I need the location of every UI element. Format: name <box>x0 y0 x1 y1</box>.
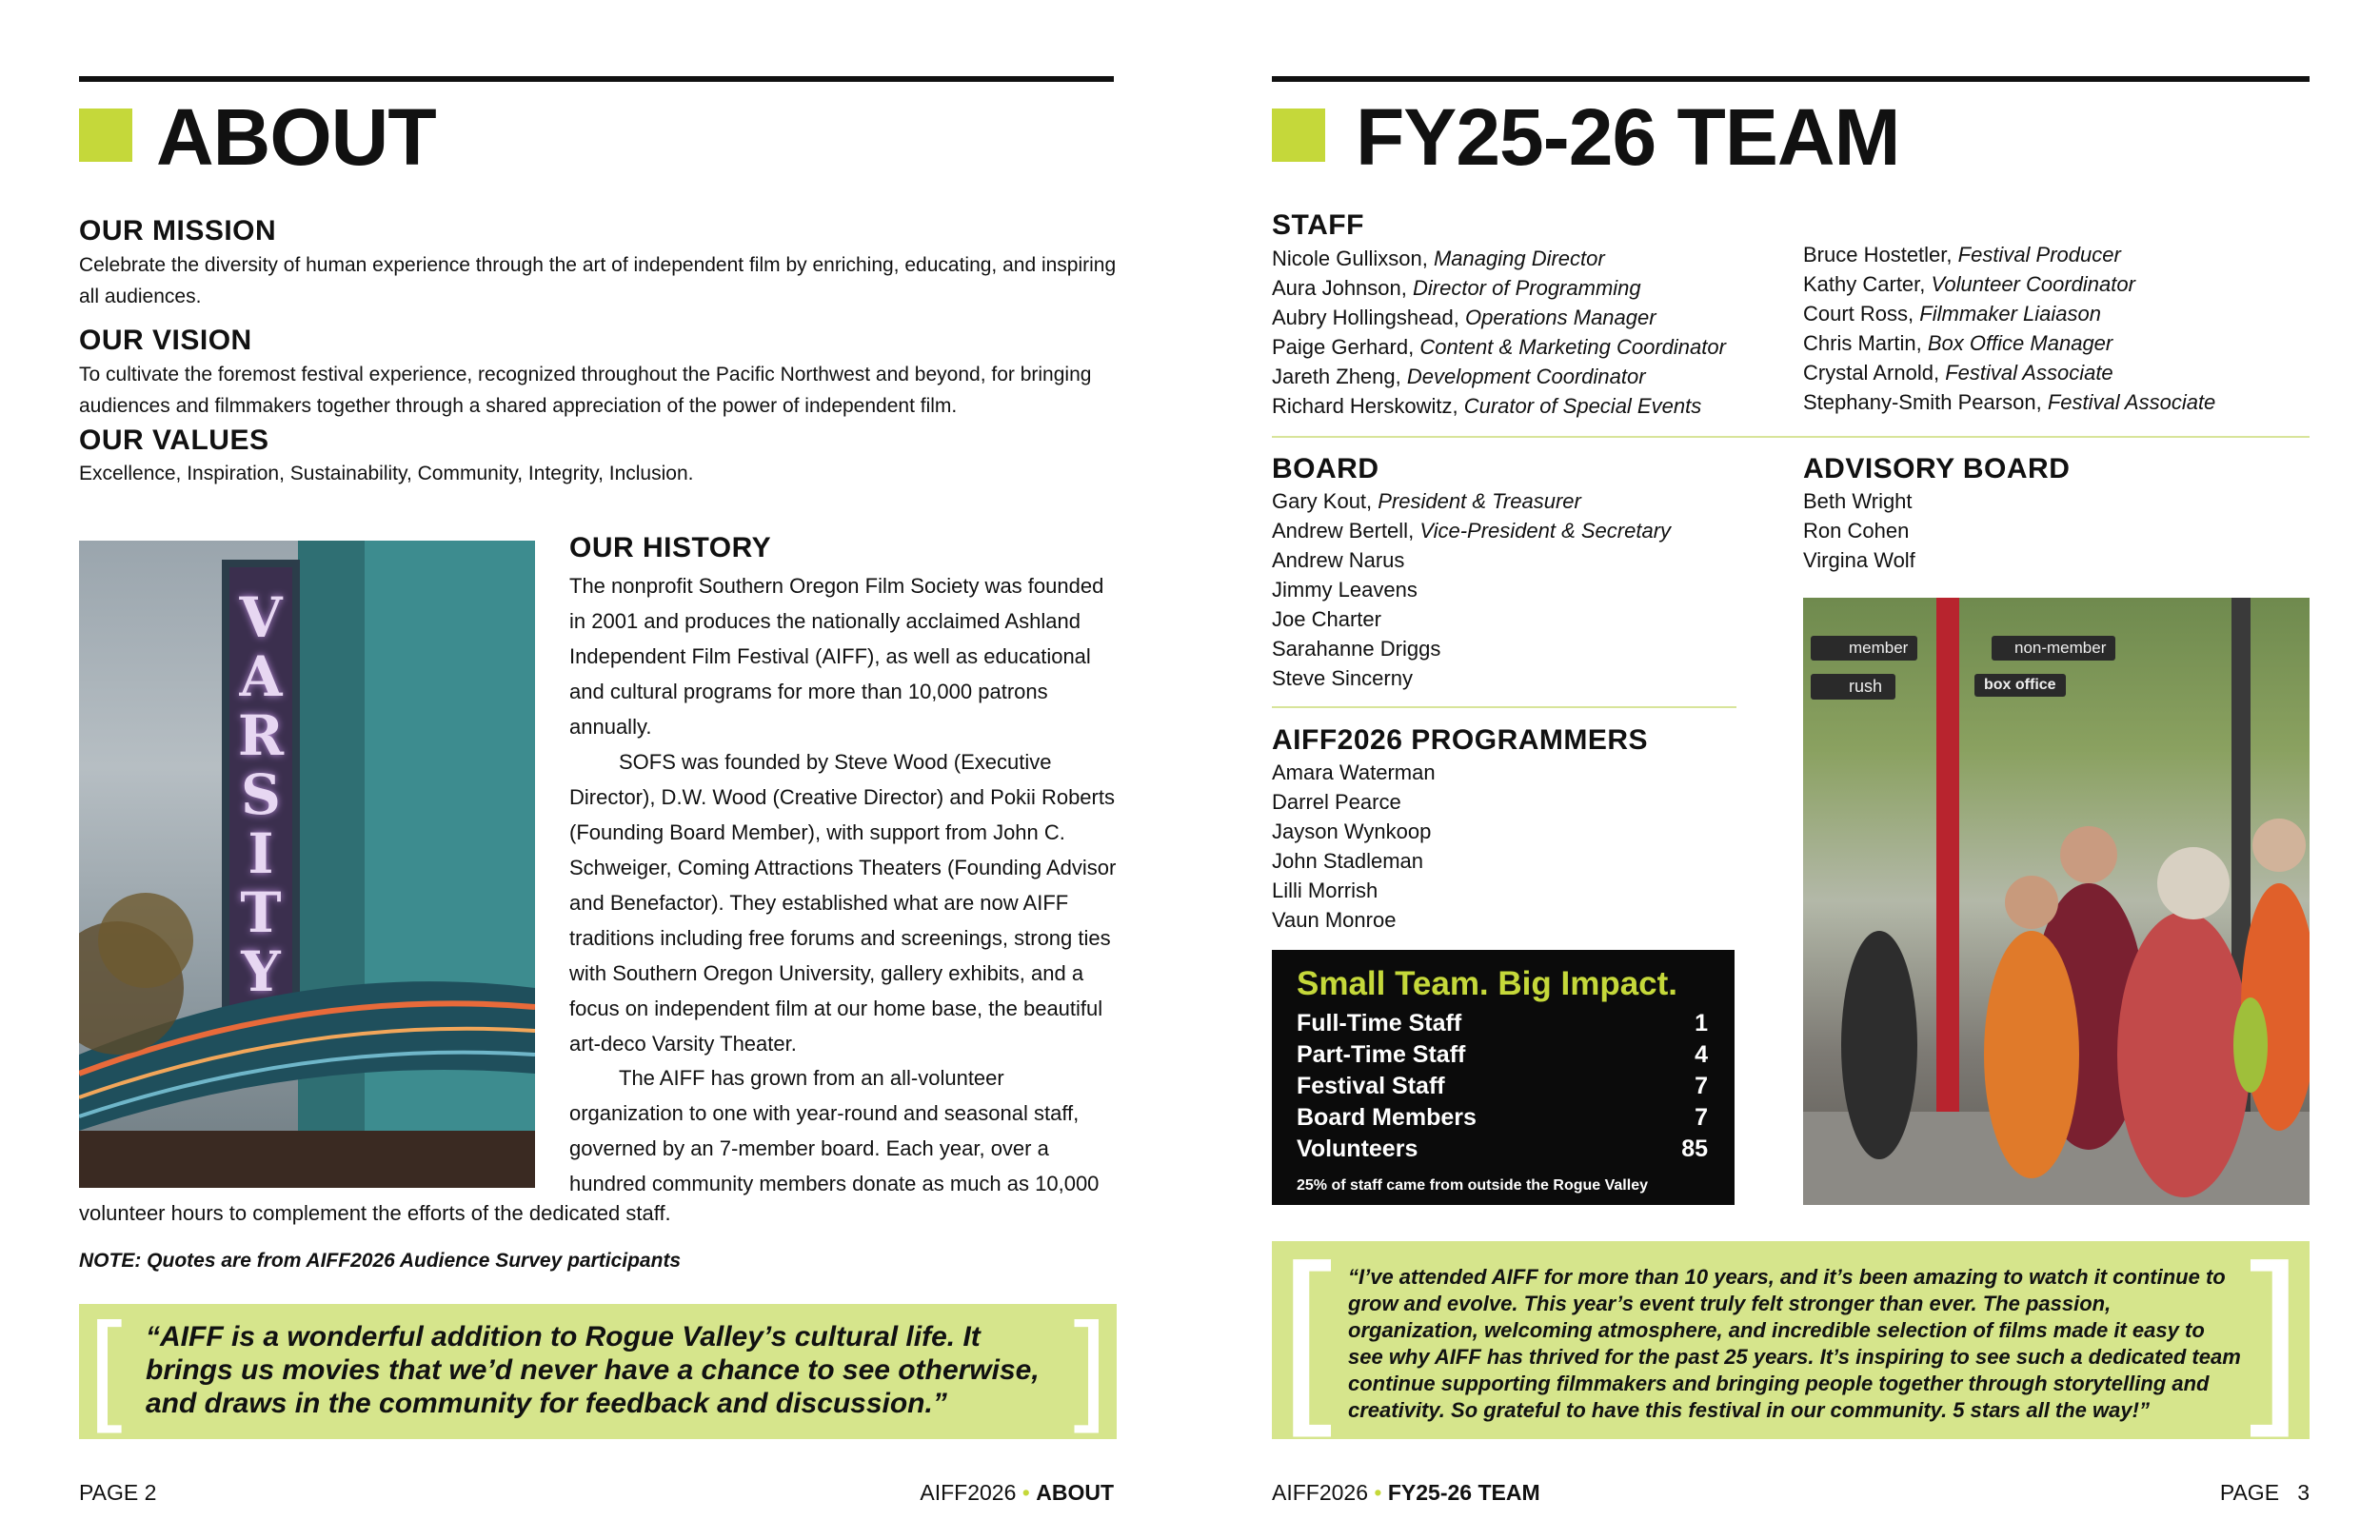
quote-box <box>79 1298 1117 1439</box>
accent-square <box>1272 109 1325 162</box>
varsity-illustration <box>79 541 535 1188</box>
impact-row: Part-Time Staff 4 <box>1297 1041 1708 1068</box>
top-rule <box>1272 76 2310 82</box>
impact-title: Small Team. Big Impact. <box>1297 965 1678 1002</box>
board-list <box>1272 486 1671 693</box>
staff-member: Aura Johnson, Director of Programming <box>1272 276 1641 300</box>
programmer: Amara Waterman <box>1272 760 1436 784</box>
staff-member: Richard Herskowitz, Curator of Special Events <box>1272 394 1702 418</box>
footer-dot: • <box>1368 1480 1388 1505</box>
history-paragraph-1: The nonprofit Southern Oregon Film Society was founded in 2001 and produces the nationally acclaimed Ashland Independent Film Festival (AIFF), as well as educational and cultural programs for more than 10,000 patrons annually. <box>569 574 1104 739</box>
top-rule <box>79 76 1114 82</box>
close-bracket: ] <box>1073 1298 1107 1434</box>
page-team <box>1190 0 2380 1540</box>
programmer: John Stadleman <box>1272 849 1423 873</box>
footer-dot: • <box>1016 1480 1037 1505</box>
advisory-member: Ron Cohen <box>1803 519 1910 543</box>
advisory-heading: ADVISORY BOARD <box>1803 453 2071 484</box>
board-member: Jimmy Leavens <box>1272 578 1418 602</box>
board-member: Andrew Bertell, Vice-President & Secretary <box>1272 519 1672 543</box>
mission-text: Celebrate the diversity of human experience through the art of independent film by enriching, educating, and inspiring all audiences. <box>79 254 1117 307</box>
footer-section-name: FY25-26 TEAM <box>1387 1480 1540 1505</box>
impact-row: Board Members 7 <box>1297 1104 1708 1131</box>
board-member: Sarahanne Driggs <box>1272 637 1441 661</box>
sign-member: member <box>1811 636 1917 661</box>
advisory-member: Virgina Wolf <box>1803 548 1915 572</box>
advisory-list <box>1803 486 1915 575</box>
page-number: PAGE 3 <box>2219 1480 2310 1505</box>
vision-heading: OUR VISION <box>79 325 252 356</box>
impact-note: 25% of staff came from outside the Rogue Valley <box>1297 1177 1648 1194</box>
impact-row: Volunteers 85 <box>1297 1135 1708 1162</box>
close-bracket: ] <box>2249 1226 2302 1438</box>
programmer: Vaun Monroe <box>1272 908 1397 932</box>
page-title: FY25-26 TEAM <box>1356 92 1900 182</box>
staff-member: Bruce Hostetler, Festival Producer <box>1803 243 2121 267</box>
quote-text: “I’ve attended AIFF for more than 10 years, and it’s been amazing to watch it continue to grow and evolve. This year’s event truly felt stronger than ever. The passion, organization, welcoming atmosphere, and incredible selection of films made it easy to see why AIFF has thrived for the past 25 years. It’s inspiring to see such a dedicated team continue supporting filmmakers and bringing people together through storytelling and creativity. So grateful to have this festival in our community. 5 stars all the way!” <box>1348 1265 2241 1422</box>
footer-brand: AIFF2026 <box>1272 1480 1368 1505</box>
quote-box <box>1272 1226 2310 1439</box>
divider <box>1272 436 2310 438</box>
staff-member: Chris Martin, Box Office Manager <box>1803 331 2113 355</box>
staff-heading: STAFF <box>1272 209 1364 241</box>
varsity-theater-photo <box>79 541 535 1188</box>
history-paragraph-2: SOFS was founded by Steve Wood (Executive Director), D.W. Wood (Creative Director) and Pokii Roberts (Founding Board Member), with support from John C. Schweiger, Coming Attractions Theaters (Founding Advisor and Benefactor). They established what are now AIFF traditions including free forums and screenings, strong ties with Southern Oregon University, gallery exhibits, and a focus on independent film at our home base, the beautiful art-deco Varsity Theater. <box>569 750 1117 1056</box>
board-member: Andrew Narus <box>1272 548 1405 572</box>
impact-box <box>1272 950 1735 1205</box>
staff-member: Paige Gerhard, Content & Marketing Coordinator <box>1272 335 1726 359</box>
sign-box-office: box office <box>1974 674 2066 697</box>
page-title: ABOUT <box>156 92 436 182</box>
footer-section <box>1272 1480 1540 1506</box>
history-paragraph-3: The AIFF has grown from an all-volunteer organization to one with year-round and seasonal staff, governed by an 7-member board. Each year, over a hundred community members donate as much as 10,000 <box>569 1066 1100 1195</box>
sign-non-member: non-member <box>1992 636 2115 661</box>
page-number: PAGE 2 <box>79 1480 157 1505</box>
footer-brand: AIFF2026 <box>920 1480 1017 1505</box>
impact-row: Full-Time Staff 1 <box>1297 1010 1708 1037</box>
impact-row: Festival Staff 7 <box>1297 1073 1708 1099</box>
values-heading: OUR VALUES <box>79 424 269 456</box>
varsity-sign-letters: VARSITY <box>237 585 285 1004</box>
staff-member: Nicole Gullixson, Managing Director <box>1272 247 1605 270</box>
board-heading: BOARD <box>1272 453 1379 484</box>
divider <box>1272 706 1736 708</box>
staff-member: Court Ross, Filmmaker Liaiason <box>1803 302 2102 326</box>
staff-member: Aubry Hollingshead, Operations Manager <box>1272 306 1656 329</box>
festival-crowd-photo <box>1803 598 2310 1205</box>
footer-section-name: ABOUT <box>1036 1480 1114 1505</box>
staff-member: Crystal Arnold, Festival Associate <box>1803 361 2113 385</box>
board-member: Gary Kout, President & Treasurer <box>1272 489 1581 513</box>
vision-text: To cultivate the foremost festival experience, recognized throughout the Pacific Northwest and beyond, for bringing audiences and filmmakers together through a shared appreciation of the power of independent film. <box>79 364 1092 417</box>
staff-member: Stephany-Smith Pearson, Festival Associate <box>1803 390 2216 414</box>
sign-rush: rush <box>1811 674 1895 700</box>
footer-section <box>920 1480 1114 1506</box>
mission-heading: OUR MISSION <box>79 215 277 247</box>
board-member: Steve Sincerny <box>1272 666 1413 690</box>
programmers-heading: AIFF2026 PROGRAMMERS <box>1272 724 1649 756</box>
staff-member: Jareth Zheng, Development Coordinator <box>1272 365 1646 388</box>
staff-list-col-1 <box>1272 244 1726 421</box>
history-heading: OUR HISTORY <box>569 532 772 563</box>
quote-text: “AIFF is a wonderful addition to Rogue Valley’s cultural life. It brings us movies that we’d never have a chance to see otherwise, and draws in the community for feedback and discussion.” <box>146 1321 1040 1419</box>
programmer: Darrel Pearce <box>1272 790 1401 814</box>
programmer: Lilli Morrish <box>1272 879 1378 902</box>
advisory-member: Beth Wright <box>1803 489 1913 513</box>
open-bracket: [ <box>1279 1226 1333 1438</box>
staff-list-col-2 <box>1803 240 2215 417</box>
staff-member: Kathy Carter, Volunteer Coordinator <box>1803 272 2135 296</box>
board-member: Joe Charter <box>1272 607 1381 631</box>
accent-square <box>79 109 132 162</box>
programmers-list <box>1272 758 1436 935</box>
survey-note: NOTE: Quotes are from AIFF2026 Audience Survey participants <box>79 1250 682 1272</box>
values-text: Excellence, Inspiration, Sustainability, Community, Integrity, Inclusion. <box>79 463 694 484</box>
open-bracket: [ <box>89 1298 123 1434</box>
programmer: Jayson Wynkoop <box>1272 819 1432 843</box>
history-paragraph-3-end: volunteer hours to complement the efforts of the dedicated staff. <box>79 1201 671 1225</box>
